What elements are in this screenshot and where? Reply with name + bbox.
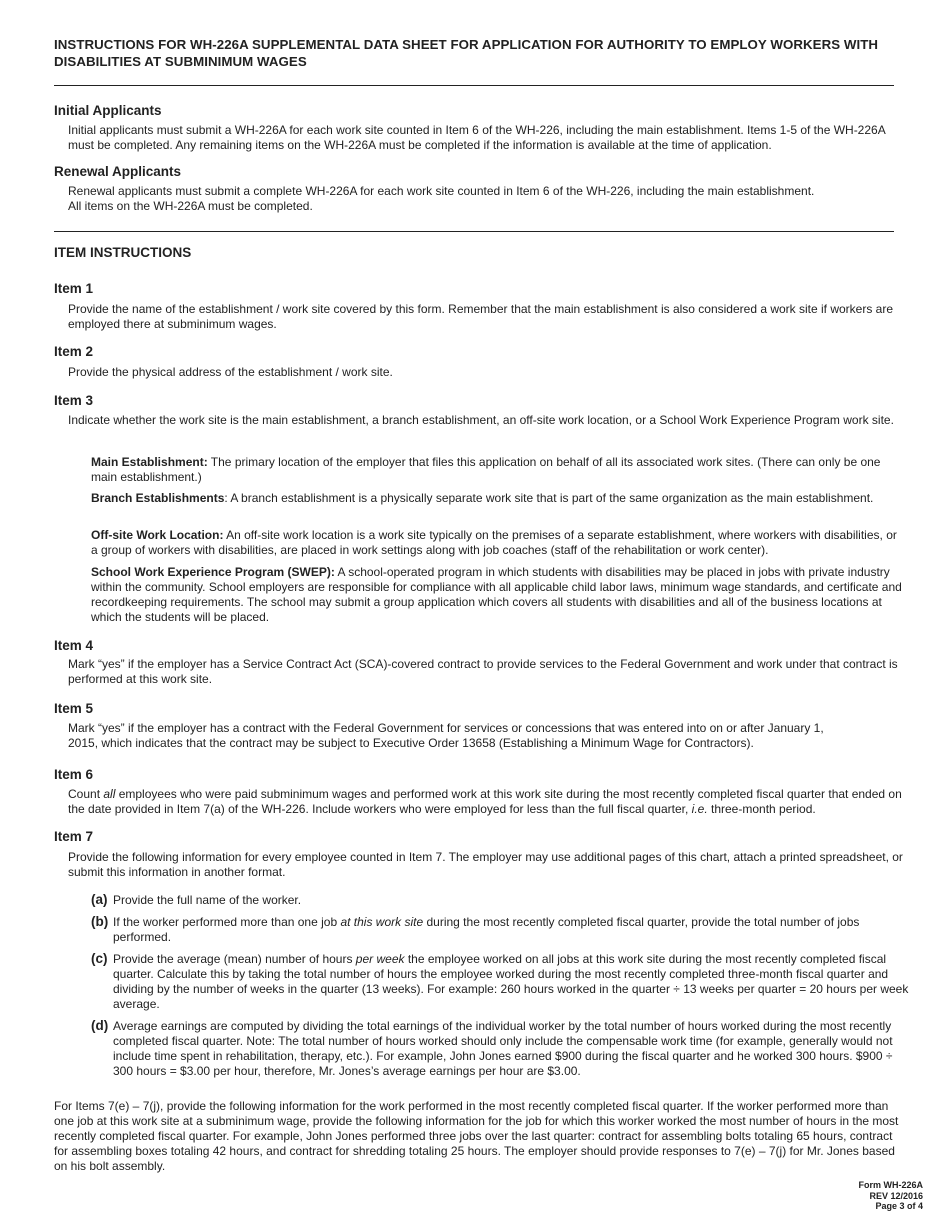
item7-list-d	[91, 1019, 913, 1079]
offsite-work-location-definition	[91, 528, 903, 558]
item6-text-part2: employees who were paid subminimum wages and performed work at this work site during the most recently completed fiscal quarter that ended on the date provided in Item 7(a) of the WH-226. Include workers who were employed for less than the full fiscal quarter,	[68, 787, 902, 816]
branch-establishments-text: : A branch establishment is a physically separate work site that is part of the same organization as the main establishment.	[224, 491, 874, 505]
initial-applicants-text: Initial applicants must submit a WH-226A for each work site counted in Item 6 of the WH-226, including the main establishment. Items 1-5 of the WH-226A must be completed. Any remaining items on the WH-226A must be completed if the information is available at the time of application.	[68, 123, 886, 152]
item4-text: Mark “yes” if the employer has a Service Contract Act (SCA)-covered contract to provide services to the Federal Government and work under that contract is performed at this work site.	[68, 657, 898, 686]
item1-text: Provide the name of the establishment / work site covered by this form. Remember that the main establishment is also considered a work site if workers are employed there at subminimum wages.	[68, 302, 894, 331]
list-text-b-part2: during the most recently completed fiscal quarter, provide the total number of jobs performed.	[113, 915, 860, 944]
list-label-d: (d)	[91, 1018, 109, 1033]
item5-text-line1: Mark “yes” if the employer has a contract with the Federal Government for services or concessions that was entered into on or after January 1,	[68, 721, 824, 735]
item7-list-b	[91, 915, 913, 945]
list-text-b-emphasis: at this work site	[340, 915, 424, 929]
item2-text: Provide the physical address of the establishment / work site.	[68, 365, 393, 379]
renewal-applicants-text-line1: Renewal applicants must submit a complete WH-226A for each work site counted in Item 6 of the WH-226, including the main establishment.	[68, 184, 815, 198]
list-label-c: (c)	[91, 951, 108, 966]
offsite-work-location-text: An off-site work location is a work site typically on the premises of a separate establishment, where workers with disabilities, or a group of workers with disabilities, are placed in work settings along with job coaches (staff of the rehabilitation or work center).	[91, 528, 897, 557]
list-text-c-part2: the employee worked on all jobs at this work site during the most recently completed fiscal quarter. Calculate this by taking the total number of hours the employee worked during the most recently completed three-month fiscal quarter and dividing by the number of weeks in the quarter (13 weeks). For example: 260 hours worked in the quarter ÷ 13 weeks per quarter = 20 hours per week average.	[113, 952, 909, 1011]
item6-text	[68, 787, 903, 817]
main-establishment-term: Main Establishment:	[91, 455, 208, 469]
footer-revision: REV 12/2016	[869, 1190, 923, 1201]
footer-page-number: Page 3 of 4	[875, 1201, 923, 1211]
renewal-applicants-text	[68, 184, 903, 214]
item5-text-line2: 2015, which indicates that the contract may be subject to Executive Order 13658 (Establishing a Minimum Wage for Contractors).	[68, 736, 754, 750]
list-label-a: (a)	[91, 892, 108, 907]
item1-heading: Item 1	[54, 281, 94, 296]
list-text-b	[113, 915, 913, 945]
swep-definition	[91, 565, 903, 625]
document-title: INSTRUCTIONS FOR WH-226A SUPPLEMENTAL DATA SHEET FOR APPLICATION FOR AUTHORITY TO EMPLOY WORKERS WITH DISABILITIES AT SUBMINIMUM WAGES	[54, 37, 879, 69]
main-establishment-text: The primary location of the employer that files this application on behalf of all its associated work sites. (There can only be one main establishment.)	[91, 455, 881, 484]
swep-term: School Work Experience Program (SWEP):	[91, 565, 335, 579]
item5-heading: Item 5	[54, 701, 94, 716]
form-footer	[858, 1180, 923, 1212]
item7-text: Provide the following information for every employee counted in Item 7. The employer may use additional pages of this chart, attach a printed spreadsheet, or submit this information in another format.	[68, 850, 903, 879]
list-text-c	[113, 952, 913, 1012]
list-text-b-part1: If the worker performed more than one job	[113, 915, 341, 929]
renewal-applicants-heading: Renewal Applicants	[54, 164, 182, 179]
main-establishment-definition	[91, 455, 903, 485]
closing-paragraph: For Items 7(e) – 7(j), provide the following information for the work performed in the most recently completed fiscal quarter. If the worker performed more than one job at this work site at a subminimum wage, provide the following information for the job for which this worker worked the most number of hours in the most recently completed fiscal quarter. For example, John Jones performed three jobs over the last quarter: contract for assembling bolts totaling 65 hours, contract for assembling boxes totaling 42 hours, and contract for shredding totaling 25 hours. The employer should provide responses to 7(e) – 7(j) for Mr. Jones based on his bolt assembly.	[54, 1099, 899, 1173]
item7-list-a	[91, 893, 913, 908]
item3-text: Indicate whether the work site is the main establishment, a branch establishment, an off-site work location, or a School Work Experience Program work site.	[68, 413, 894, 427]
footer-form-number: Form WH-226A	[858, 1180, 923, 1190]
list-text-c-emphasis: per week	[355, 952, 405, 966]
list-text-d: Average earnings are computed by dividing the total earnings of the individual worker by the total number of hours worked during the most recently completed fiscal quarter. Note: The total number of hours worked should only include the compensable work time (for example, generally would not include time spent in rehabilitation, therapy, etc.). For example, John Jones earned $900 during the fiscal quarter and he worked 300 hours. $900 ÷ 300 hours = $3.00 per hour, therefore, Mr. Jones’s average earnings per hour are $3.00.	[113, 1019, 893, 1078]
renewal-applicants-text-line2: All items on the WH-226A must be completed.	[68, 199, 313, 213]
item6-text-emphasis-ie: i.e.	[691, 802, 708, 816]
item7-heading: Item 7	[54, 829, 94, 844]
item6-text-emphasis-all: all	[103, 787, 116, 801]
item-instructions-heading: ITEM INSTRUCTIONS	[54, 245, 192, 260]
item4-heading: Item 4	[54, 638, 94, 653]
item7-list-c	[91, 952, 913, 1012]
item6-heading: Item 6	[54, 767, 94, 782]
section-divider	[54, 231, 894, 232]
item3-heading: Item 3	[54, 393, 94, 408]
item6-text-part3: three-month period.	[707, 802, 816, 816]
offsite-work-location-term: Off-site Work Location:	[91, 528, 224, 542]
item2-heading: Item 2	[54, 344, 94, 359]
branch-establishments-definition	[91, 491, 903, 506]
title-divider	[54, 85, 894, 86]
item6-text-part1: Count	[68, 787, 104, 801]
branch-establishments-term: Branch Establishments	[91, 491, 225, 505]
list-label-b: (b)	[91, 914, 109, 929]
initial-applicants-heading: Initial Applicants	[54, 103, 162, 118]
list-text-c-part1: Provide the average (mean) number of hours	[113, 952, 356, 966]
list-text-a: Provide the full name of the worker.	[113, 893, 302, 907]
item5-text	[68, 721, 903, 751]
swep-text: A school-operated program in which students with disabilities may be placed in jobs with private industry within the community. School employers are responsible for compliance with all applicable child labor laws, minimum wage standards, and certificate and recordkeeping requirements. The school may submit a group application which covers all students with disabilities and all of the business locations at which the students will be placed.	[91, 565, 902, 624]
